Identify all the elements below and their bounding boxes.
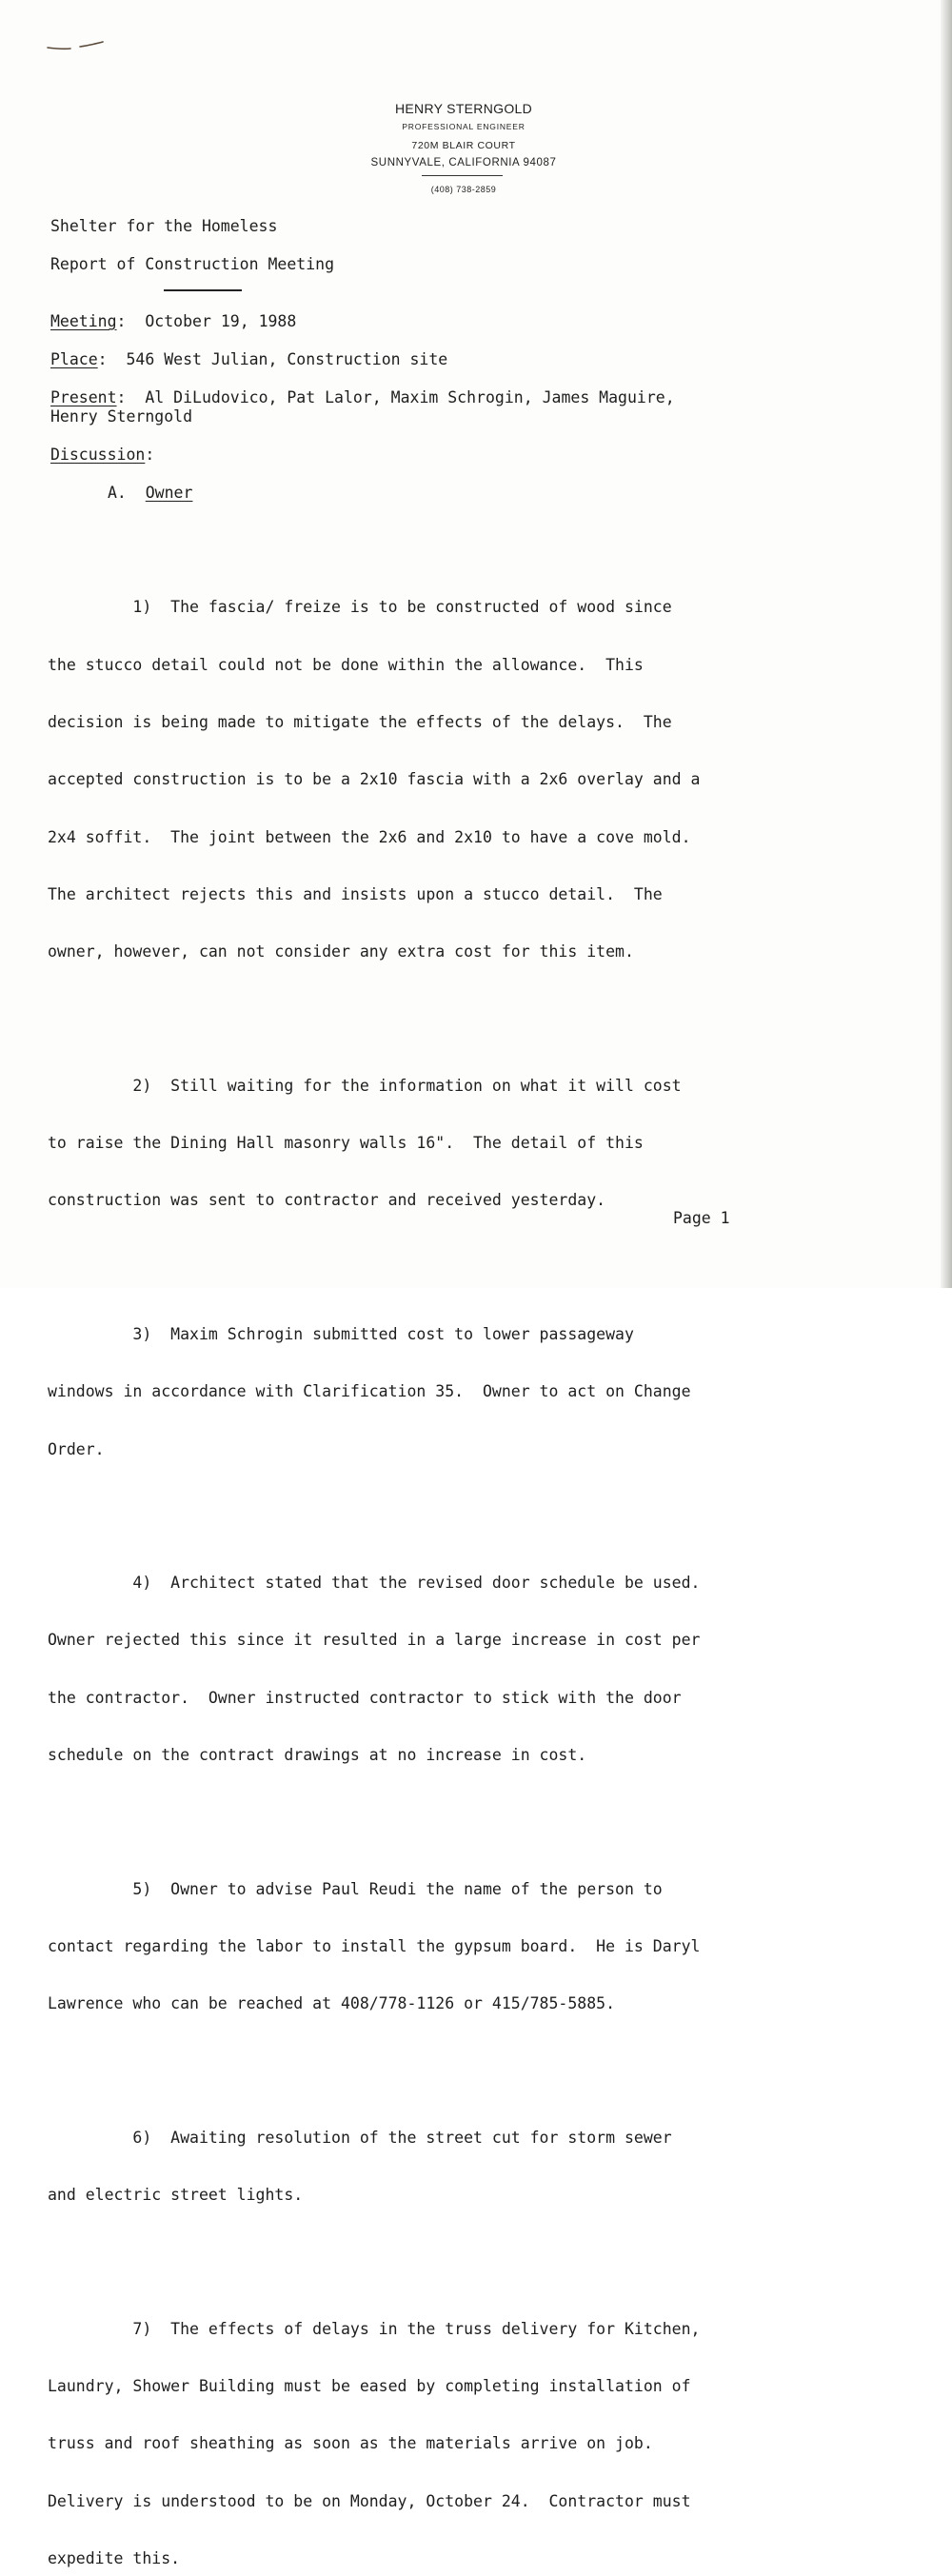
meeting-row: Meeting: October 19, 1988 <box>50 312 297 330</box>
discussion-items <box>48 522 700 2576</box>
letterhead-phone: (408) 738-2859 <box>430 185 497 194</box>
item-line: the contractor. Owner instructed contractor to stick with the door <box>48 1688 682 1707</box>
item-line: 7) The effects of delays in the truss delivery for Kitchen, <box>48 2319 701 2338</box>
discussion-item <box>48 1536 700 1803</box>
present-label: Present <box>50 388 117 406</box>
item-line: to raise the Dining Hall masonry walls 16". The detail of this <box>48 1134 644 1152</box>
item-line: 6) Awaiting resolution of the street cut for storm sewer <box>48 2128 672 2147</box>
discussion-item <box>48 560 700 1000</box>
discussion-row: Discussion: <box>50 446 155 464</box>
item-line: 1) The fascia/ freize is to be constructed of wood since <box>48 598 672 617</box>
place-label: Place <box>50 350 98 368</box>
title-underline <box>164 289 242 291</box>
item-line: Owner rejected this since it resulted in a large increase in cost per <box>48 1631 701 1650</box>
meeting-label: Meeting <box>50 312 117 330</box>
section-letter: A. <box>108 484 127 502</box>
item-line: schedule on the contract drawings at no increase in cost. <box>48 1746 587 1764</box>
section-heading <box>108 484 192 503</box>
item-line: Delivery is understood to be on Monday, October 24. Contractor must <box>48 2491 691 2510</box>
item-line: accepted construction is to be a 2x10 fascia with a 2x6 overlay and a <box>48 770 701 789</box>
item-line: Order. <box>48 1439 105 1458</box>
item-line: expedite this. <box>48 2548 181 2567</box>
discussion-item <box>48 1841 700 2051</box>
letterhead-address-line2: SUNNYVALE, CALIFORNIA 94087 <box>370 157 557 168</box>
item-line: truss and roof sheathing as soon as the materials arrive on job. <box>48 2434 653 2453</box>
present-value-line1: Al DiLudovico, Pat Lalor, Maxim Schrogin, James Maguire, <box>145 388 675 406</box>
item-line: contact regarding the labor to install the gypsum board. He is Daryl <box>48 1936 701 1955</box>
item-line: and electric street lights. <box>48 2186 304 2205</box>
discussion-label: Discussion <box>50 446 146 464</box>
discussion-item <box>48 2282 700 2576</box>
present-value-line2: Henry Sterngold <box>50 407 193 426</box>
discussion-item <box>48 1287 700 1497</box>
item-line: construction was sent to contractor and received yesterday. <box>48 1191 606 1210</box>
report-title: Report of Construction Meeting <box>50 255 335 273</box>
page-edge-shadow <box>941 0 952 1288</box>
section-title: Owner <box>145 484 193 502</box>
page-number: Page 1 <box>673 1209 730 1227</box>
item-line: 2x4 soffit. The joint between the 2x6 and 2x10 to have a cove mold. <box>48 827 691 846</box>
meeting-date: October 19, 1988 <box>145 312 297 330</box>
item-line: Lawrence who can be reached at 408/778-1126 or 415/785-5885. <box>48 1994 616 2013</box>
item-line: windows in accordance with Clarification 35. Owner to act on Change <box>48 1382 691 1401</box>
letterhead-divider <box>422 175 503 176</box>
discussion-item <box>48 2091 700 2244</box>
letterhead-title: PROFESSIONAL ENGINEER <box>402 122 526 131</box>
item-line: decision is being made to mitigate the effects of the delays. The <box>48 712 672 731</box>
item-line: the stucco detail could not be done within the allowance. This <box>48 655 644 674</box>
place-row: Place: 546 West Julian, Construction site <box>50 350 448 368</box>
scan-mark-icon <box>46 38 107 53</box>
item-line: 4) Architect stated that the revised door schedule be used. <box>48 1574 701 1593</box>
present-row: Present: Al DiLudovico, Pat Lalor, Maxim Schrogin, James Maguire, <box>50 388 675 406</box>
item-line: owner, however, can not consider any extra cost for this item. <box>48 942 634 961</box>
item-line: Laundry, Shower Building must be eased by completing installation of <box>48 2377 691 2396</box>
letterhead-name: HENRY STERNGOLD <box>394 101 532 116</box>
item-line: The architect rejects this and insists upon a stucco detail. The <box>48 884 663 903</box>
place-value: 546 West Julian, Construction site <box>126 350 448 368</box>
item-line: 2) Still waiting for the information on what it will cost <box>48 1076 682 1095</box>
discussion-item <box>48 1039 700 1249</box>
item-line: 5) Owner to advise Paul Reudi the name of the person to <box>48 1879 663 1898</box>
item-line: 3) Maxim Schrogin submitted cost to lower passageway <box>48 1324 634 1343</box>
letterhead-address-line1: 720M BLAIR COURT <box>411 140 516 151</box>
project-title: Shelter for the Homeless <box>50 217 278 235</box>
